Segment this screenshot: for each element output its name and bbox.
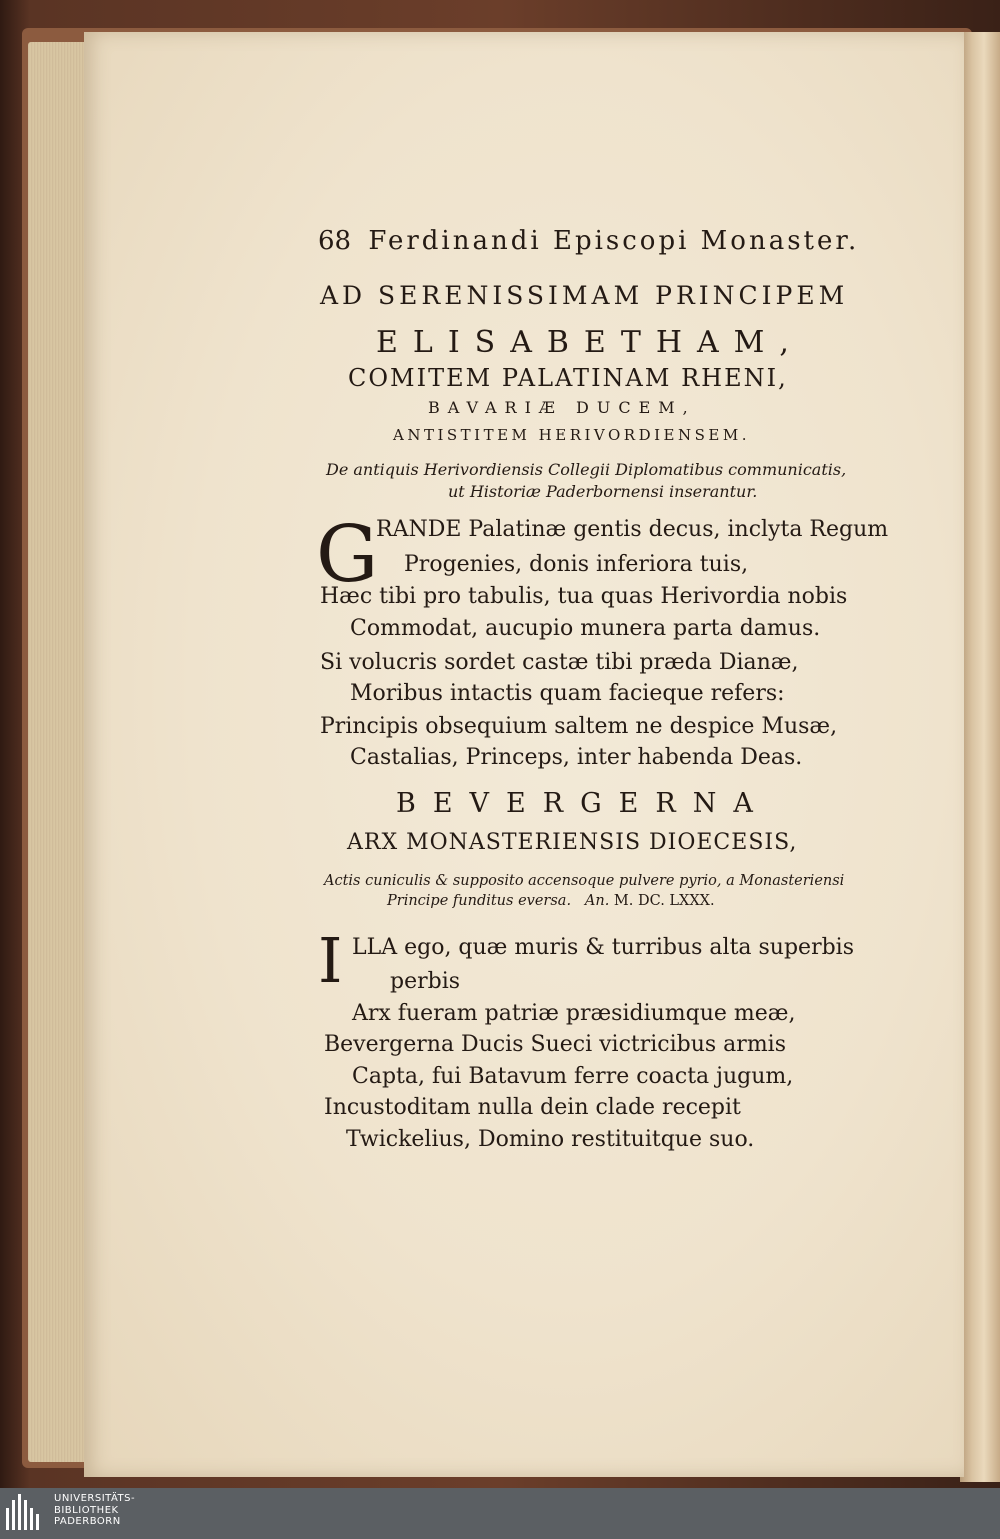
title-line-3: COMITEM PALATINAM RHENI, xyxy=(348,364,788,392)
library-name xyxy=(54,1493,135,1528)
year-label: An. xyxy=(584,893,610,909)
library-name-line-2: BIBLIOTHEK xyxy=(54,1504,119,1516)
section-note-line-2 xyxy=(387,893,715,909)
verse-line: LLA ego, quæ muris & turribus alta superbis xyxy=(352,935,855,960)
verse-line: perbis xyxy=(390,969,461,994)
verse-line: Commodat, aucupio munera parta damus. xyxy=(350,616,821,641)
drop-cap-initial: G xyxy=(316,510,379,600)
verse-line: Castalias, Princeps, inter habenda Deas. xyxy=(350,745,803,770)
verse-line: Incustoditam nulla dein clade recepit xyxy=(324,1095,741,1120)
library-name-line-3: PADERBORN xyxy=(54,1516,121,1527)
year-value: M. DC. LXXX. xyxy=(613,893,715,909)
verse-line: Bevergerna Ducis Sueci victricibus armis xyxy=(324,1032,786,1057)
running-header xyxy=(318,226,859,256)
title-line-2: ELISABETHAM, xyxy=(376,325,804,360)
verse-line: Principis obsequium saltem ne despice Musæ, xyxy=(320,714,838,739)
section-title: BEVERGERNA xyxy=(396,788,770,819)
verse-line: Arx fueram patriæ præsidiumque meæ, xyxy=(352,1001,796,1026)
page-number: 68 xyxy=(318,226,352,256)
section-subtitle: ARX MONASTERIENSIS DIOECESIS, xyxy=(347,830,798,855)
title-line-1: AD SERENISSIMAM PRINCIPEM xyxy=(320,281,849,310)
verse-line: Progenies, donis inferiora tuis, xyxy=(404,552,749,577)
running-title: Ferdinandi Episcopi Monaster. xyxy=(368,226,860,256)
section-note-line-1: Actis cuniculis & supposito accensoque pulvere pyrio, a Monasteriensi xyxy=(324,873,845,889)
title-line-5: ANTISTITEM HERIVORDIENSEM. xyxy=(393,426,750,444)
verse-line: Si volucris sordet castæ tibi præda Dianæ, xyxy=(320,650,799,675)
dedication-line-2: ut Historiæ Paderbornensi inserantur. xyxy=(448,482,758,501)
verse-line: Hæc tibi pro tabulis, tua quas Herivordia nobis xyxy=(320,584,848,609)
verse-line: Moribus intactis quam facieque refers: xyxy=(350,681,785,706)
verse-line: Capta, fui Batavum ferre coacta jugum, xyxy=(352,1064,794,1089)
library-logo-icon xyxy=(4,1494,42,1534)
dedication-line-1: De antiquis Herivordiensis Collegii Diplomatibus communicatis, xyxy=(326,460,847,479)
section-note-italic: Principe funditus eversa. xyxy=(387,893,572,909)
verse-line: RANDE Palatinæ gentis decus, inclyta Regum xyxy=(376,517,889,542)
verse-line: Twickelius, Domino restituitque suo. xyxy=(346,1127,755,1152)
library-footer xyxy=(0,1488,1000,1539)
title-line-4: BAVARIÆ DUCEM, xyxy=(428,398,696,417)
drop-cap-initial: I xyxy=(318,924,343,997)
library-name-line-1: UNIVERSITÄTS- xyxy=(54,1493,136,1504)
